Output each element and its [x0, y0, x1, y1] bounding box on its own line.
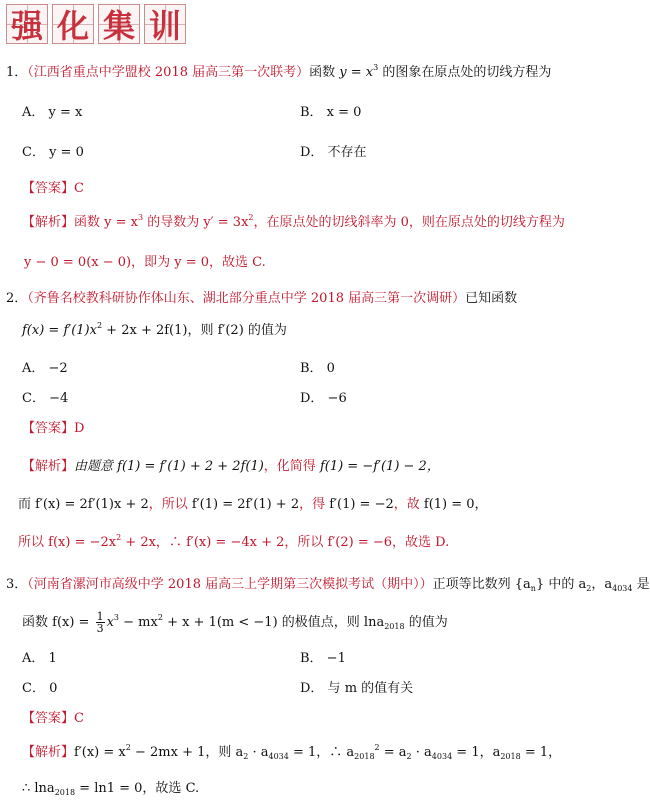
q2-exp-expr2: f(1) = −f′(1) − 2，	[319, 459, 440, 474]
q3-explanation-label: 【解析】	[22, 745, 75, 760]
q3-stem2-sup2: 2	[157, 613, 163, 622]
q1-stem-text: 函数	[309, 65, 340, 80]
title-char: 强	[6, 4, 48, 44]
section-title	[6, 4, 186, 44]
q2-option-d: D． −6	[300, 391, 347, 406]
q3-exp-text5: = a	[379, 745, 407, 760]
q3-answer: 【答案】C	[22, 711, 84, 726]
q3-stem2-text: 函数 f(x) =	[22, 615, 94, 630]
q1-stem-text2: 的图象在原点处的切线方程为	[378, 65, 552, 80]
q3-stem-text2: } 中的 a	[535, 577, 587, 592]
q3-stem-sub: n	[530, 584, 536, 593]
q3-stem2-text3: + x + 1(m < −1) 的极值点，则 lna	[162, 615, 385, 630]
q1-stem-expr: y = x	[339, 65, 374, 80]
q3-exp-sub5: 4034	[431, 752, 453, 761]
q3-number: 3．	[6, 577, 28, 592]
q3-exp-sub4: 2	[406, 752, 412, 761]
q2-option-b: B． 0	[300, 361, 335, 376]
q2-exp-text: ，化简得	[263, 459, 320, 474]
q2-stem	[6, 290, 517, 308]
q1-exp-text: 函数 y = x	[74, 215, 138, 230]
q3-exp2-sub: 2018	[54, 788, 76, 797]
q3-exp-sub6: 2018	[500, 752, 521, 761]
q2-source: （齐鲁名校教科研协作体山东、湖北部分重点中学 2018 届高三第一次调研）	[27, 291, 466, 306]
q3-exp-sub3: 2018	[354, 752, 375, 761]
q3-stem-line2	[22, 608, 448, 638]
q2-exp2-expr3: f′(1) = −2	[329, 497, 394, 512]
q1-answer: 【答案】C	[22, 181, 84, 196]
q3-explanation-line1	[22, 744, 561, 762]
q2-stem-tail: 已知函数	[465, 291, 518, 306]
q3-stem2-text4: 的值为	[404, 615, 448, 630]
q1-explanation-label: 【解析】	[22, 215, 75, 230]
q3-stem	[6, 576, 650, 594]
q2-explanation-line2	[18, 496, 488, 514]
q3-fraction	[96, 611, 105, 634]
q2-answer: 【答案】D	[22, 421, 85, 436]
q3-exp-sub2: 4034	[268, 752, 289, 761]
q2-stem-expr: f(x) = f′(1)x	[22, 323, 97, 338]
q2-exp2-text2: ，得	[299, 497, 330, 512]
q3-stem-text3: ，a	[591, 577, 613, 592]
q2-explanation-label: 【解析】	[22, 459, 75, 474]
q3-fraction-num: 1	[96, 610, 104, 623]
q2-explanation-line1	[22, 458, 440, 476]
title-char: 训	[144, 4, 186, 44]
q3-stem2-sup: 3	[113, 613, 120, 622]
q3-exp-text8: = 1，	[520, 745, 562, 760]
q1-stem-exp: 3	[373, 63, 379, 72]
q2-stem-line2	[22, 322, 287, 340]
q2-exp2-text: ，所以	[148, 497, 192, 512]
q3-exp-sup2: 2	[374, 743, 380, 752]
q1-exp-text3: ，在原点处的切线斜率为 0，则在原点处的切线方程为	[253, 215, 565, 230]
q3-stem2-sub: 2018	[384, 622, 405, 631]
q2-exp3-sup: 2	[116, 533, 122, 542]
q2-exp-expr: 由题意 f(1) = f′(1) + 2 + 2f(1)	[74, 459, 264, 474]
q2-exp2-text3: ，故	[393, 497, 424, 512]
q3-stem-text4: 是	[632, 577, 650, 592]
q3-exp-text3: · a	[248, 745, 269, 760]
q1-option-b: B． x = 0	[300, 105, 362, 120]
q2-exp2-expr2: f′(1) = 2f′(1) + 2	[191, 497, 300, 512]
q3-exp-text4: = 1，∴ a	[288, 745, 355, 760]
q1-option-c: C． y = 0	[22, 145, 84, 160]
q3-exp-text6: · a	[411, 745, 432, 760]
q3-exp-text2: − 2mx + 1，则 a	[130, 745, 244, 760]
q3-option-b: B． −1	[300, 651, 346, 666]
q2-exp2-expr4: f(1) = 0，	[423, 497, 488, 512]
q3-stem2-text2: − mx	[119, 615, 158, 630]
q3-stem-sub3: 4034	[612, 584, 633, 593]
q3-exp-sub: 2	[243, 752, 249, 761]
q3-exp2-text: ∴ lna	[22, 781, 55, 796]
q1-exp-text2: 的导数为 y′ = 3x	[143, 215, 249, 230]
q3-stem-text: 正项等比数列 {a	[432, 577, 531, 592]
q3-exp-sup: 2	[125, 743, 131, 752]
q2-explanation-line3	[18, 534, 449, 552]
q2-number: 2．	[6, 291, 28, 306]
q1-source: （江西省重点中学盟校 2018 届高三第一次联考）	[27, 65, 310, 80]
q2-option-a: A． −2	[22, 361, 68, 376]
q3-fraction-den: 3	[96, 622, 104, 635]
q1-stem	[6, 64, 551, 82]
q2-exp3-text: 所以 f(x) = −2x	[18, 535, 117, 550]
q3-option-c: C． 0	[22, 681, 58, 696]
q3-explanation-line2	[22, 780, 199, 798]
q2-exp3-text2: + 2x，∴ f′(x) = −4x + 2，所以 f′(2) = −6，故选 D.	[121, 535, 450, 550]
q1-exp-sup2: 2	[248, 213, 254, 222]
q2-option-c: C． −4	[22, 391, 69, 406]
q1-explanation-line1	[22, 214, 565, 232]
q2-stem-sup: 2	[96, 321, 103, 330]
q1-exp-sup: 3	[137, 213, 144, 222]
q3-stem2-x: x	[106, 615, 114, 630]
q3-exp-text7: = 1，a	[452, 745, 501, 760]
q2-stem-text: + 2x + 2f(1)，则 f′(2) 的值为	[102, 323, 287, 338]
title-char: 化	[52, 4, 94, 44]
q3-exp2-text2: = ln1 = 0，故选 C.	[75, 781, 200, 796]
q2-exp2-expr: 而 f′(x) = 2f′(1)x + 2	[18, 497, 149, 512]
q1-option-a: A． y = x	[22, 105, 83, 120]
q3-option-d: D． 与 m 的值有关	[300, 681, 414, 696]
q1-number: 1．	[6, 65, 28, 80]
q3-source: （河南省漯河市高级中学 2018 届高三上学期第三次模拟考试（期中））	[27, 577, 433, 592]
q3-exp-text: f′(x) = x	[74, 745, 126, 760]
q1-explanation-line2: y − 0 = 0(x − 0)，即为 y = 0，故选 C.	[24, 255, 266, 270]
q1-option-d: D． 不存在	[300, 145, 367, 160]
title-char: 集	[98, 4, 140, 44]
q3-stem-sub2: 2	[586, 584, 592, 593]
q3-option-a: A． 1	[22, 651, 57, 666]
